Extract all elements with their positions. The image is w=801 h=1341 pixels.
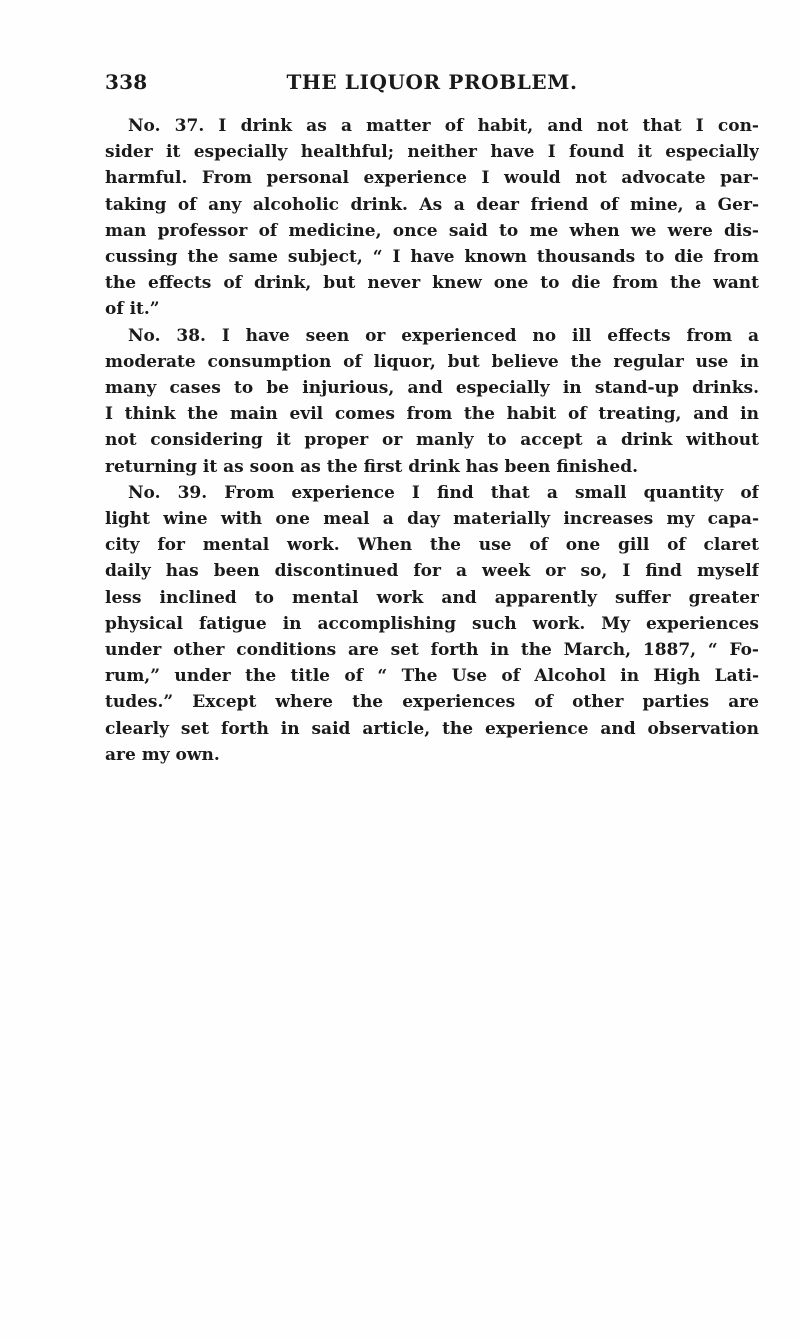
text-line: rum,” under the title of “ The Use of Alcohol in High Lati- (105, 666, 759, 687)
text-line: light wine with one meal a day materially increases my capa- (105, 509, 759, 530)
page-number: 338 (105, 70, 148, 94)
text-line: I think the main evil comes from the habit of treating, and in (105, 404, 759, 425)
paragraph-no-38 (105, 323, 759, 480)
paragraph-no-39 (105, 480, 759, 768)
text-line: moderate consumption of liquor, but believe the regular use in (105, 351, 759, 372)
text-line: many cases to be injurious, and especially in stand-up drinks. (105, 378, 759, 399)
text-line: not considering it proper or manly to accept a drink without (105, 430, 759, 451)
text-line: No. 37. I drink as a matter of habit, and not that I con- (128, 116, 759, 136)
text-line: harmful. From personal experience I would not advocate par- (105, 168, 759, 189)
paragraph-no-37 (105, 113, 759, 323)
text-line: clearly set forth in said article, the experience and observation (105, 718, 759, 739)
text-line: sider it especially healthful; neither have I found it especially (105, 142, 759, 163)
text-line: returning it as soon as the first drink has been finished. (105, 456, 639, 477)
text-line: man professor of medicine, once said to me when we were dis- (105, 220, 759, 241)
text-line: city for mental work. When the use of one gill of claret (105, 535, 759, 556)
text-line: are my own. (105, 744, 220, 765)
text-line: under other conditions are set forth in the March, 1887, “ Fo- (105, 640, 759, 661)
body-text (105, 113, 759, 768)
running-title: THE LIQUOR PROBLEM. (286, 70, 578, 94)
text-line: of it.” (105, 299, 160, 320)
text-line: physical fatigue in accomplishing such work. My experiences (105, 613, 759, 634)
page-header (105, 70, 759, 100)
text-line: cussing the same subject, “ I have known thousands to die from (105, 247, 759, 268)
text-line: No. 38. I have seen or experienced no ill effects from a (128, 325, 759, 346)
text-line: the effects of drink, but never knew one to die from the want (105, 273, 759, 294)
text-line: taking of any alcoholic drink. As a dear friend of mine, a Ger- (105, 194, 759, 215)
text-line: less inclined to mental work and apparently suffer greater (105, 587, 759, 608)
text-line: No. 39. From experience I find that a small quantity of (128, 482, 759, 503)
text-line: daily has been discontinued for a week or so, I find myself (105, 561, 759, 582)
text-line: tudes.” Except where the experiences of other parties are (105, 692, 759, 713)
